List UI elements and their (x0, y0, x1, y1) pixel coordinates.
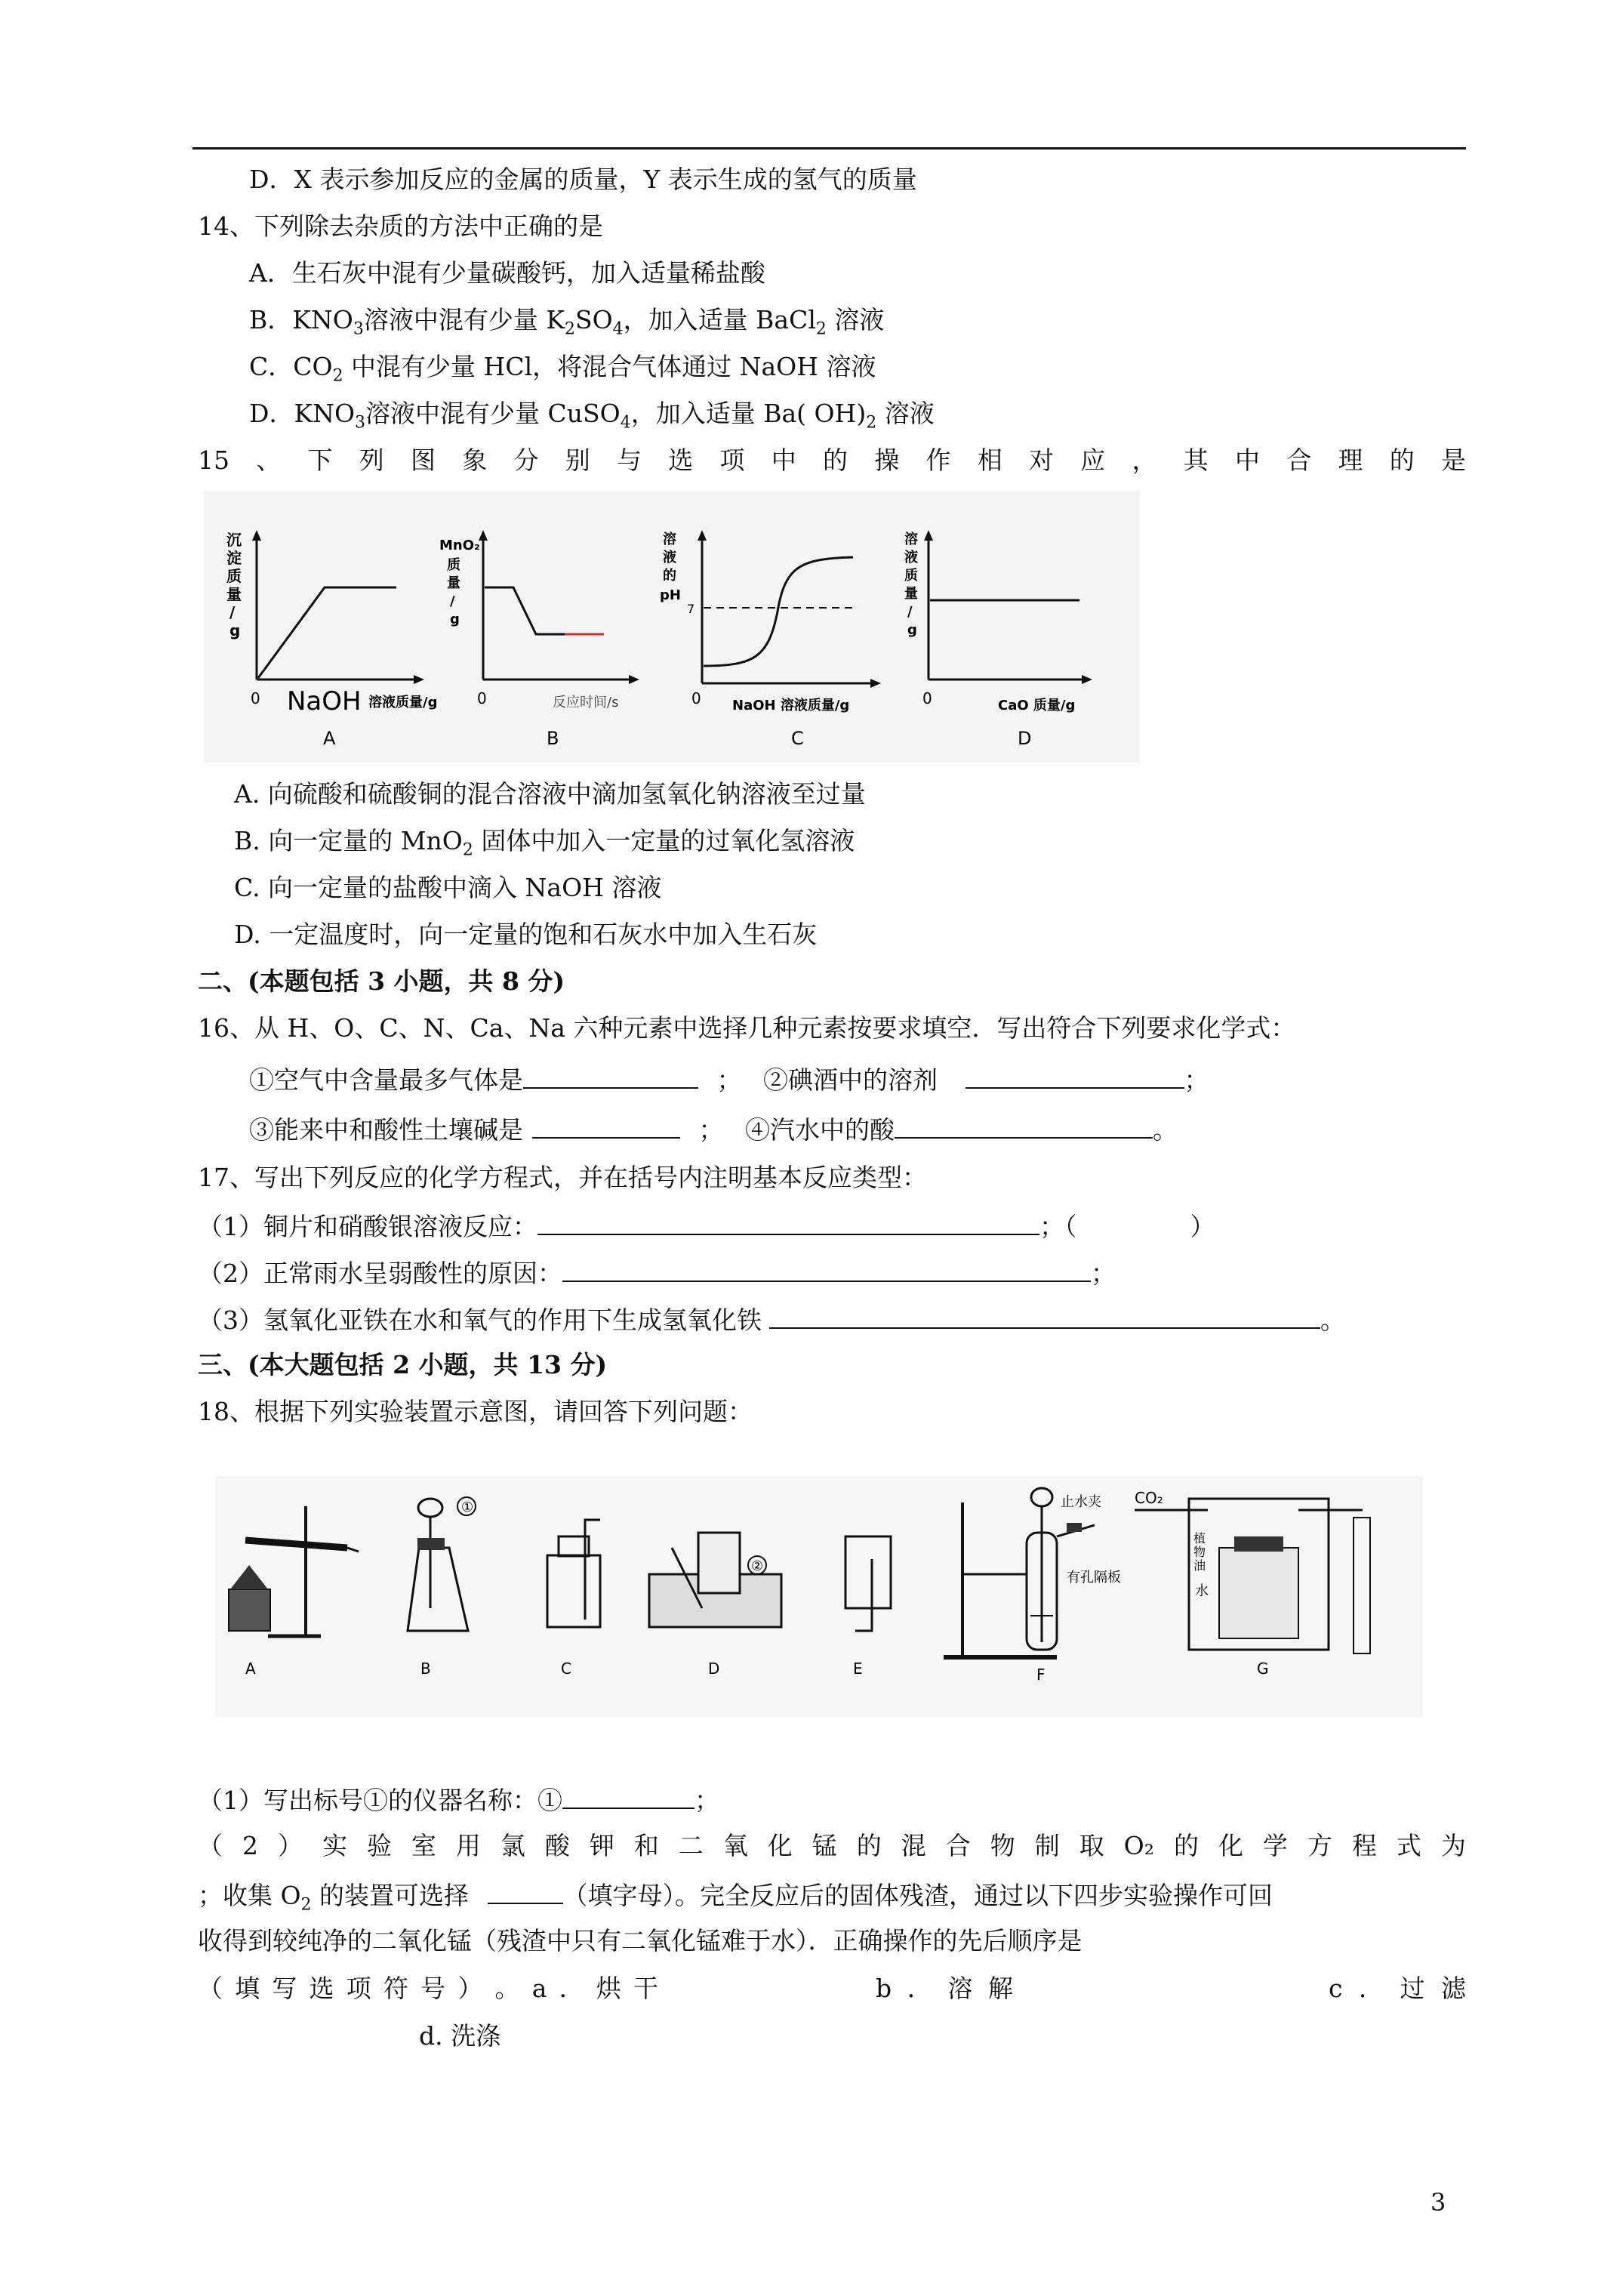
q16-row1: ①空气中含量最多气体是 ； ②碘酒中的溶剂 ； (249, 1062, 1209, 1097)
q17-blank-3[interactable] (769, 1302, 1320, 1329)
graph-d-origin: 0 (922, 689, 932, 707)
q16-blank-2[interactable] (965, 1062, 1184, 1089)
header-rule (192, 147, 1466, 149)
apparatus-mark-1: ① (461, 1499, 474, 1515)
q18-blank-1[interactable] (562, 1782, 694, 1809)
graph-a-origin: 0 (251, 689, 260, 707)
apparatus-d-label: D (708, 1660, 720, 1678)
graph-a-caption: A (323, 728, 336, 749)
apparatus-c-label: C (561, 1660, 571, 1678)
apparatus-g-water-label: 水 (1195, 1583, 1209, 1599)
q18-apparatus (215, 1476, 1423, 1718)
graph-b-xlabel: 反应时间/s (553, 695, 619, 710)
q14-option-c: C．$CO_2$ 中混有少量 HCl，将混合气体通过 NaOH 溶液 (249, 352, 876, 386)
section-3-heading: 三、(本大题包括 2 小题，共 13 分) (198, 1350, 608, 1379)
graph-b-origin: 0 (477, 689, 487, 707)
graph-c-xlabel: NaOH 溶液质量/g (732, 698, 850, 713)
q14-option-a: A．生石灰中混有少量碳酸钙，加入适量稀盐酸 (249, 258, 765, 288)
graph-d-xlabel: CaO 质量/g (998, 698, 1076, 713)
q17-part3: （3）氢氧化亚铁在水和氧气的作用下生成氢氧化铁 。 (198, 1302, 1345, 1337)
q17-part1: （1）铜片和硝酸银溶液反应： ；（ ） (198, 1208, 1215, 1244)
graph-a-ylabel: 沉 淀 质 量 / g (226, 531, 242, 639)
q13-option-d: D．X 表示参加反应的金属的质量，Y 表示生成的氢气的质量 (249, 165, 917, 194)
q17-blank-2[interactable] (562, 1255, 1091, 1282)
page-number: 3 (1431, 2188, 1446, 2217)
graph-b-caption: B (547, 728, 559, 749)
q15-option-c: C. 向一定量的盐酸中滴入 NaOH 溶液 (234, 873, 662, 902)
apparatus-a-label: A (245, 1660, 256, 1678)
q18-stem: 18、根据下列实验装置示意图，请回答下列问题： (198, 1397, 753, 1426)
q14-option-d: D．$KNO_3$溶液中混有少量 CuSO$_4$，加入适量 Ba( $OH)_2$ 溶液 (249, 399, 935, 433)
apparatus-g-label: G (1257, 1660, 1269, 1678)
q18-part2-line1: （ 2 ） 实 验 室 用 氯 酸 钾 和 二 氧 化 锰 的 混 合 物 制 取 O₂ 的 化 学 方 程 式 为 (198, 1831, 1466, 1860)
q15-graphs (204, 491, 1140, 763)
q18-part1: （1）写出标号①的仪器名称：① ； (198, 1782, 719, 1817)
graph-c-ylabel: 溶 液 的 pH (660, 532, 681, 603)
q14-option-b: B．$KNO_3$溶液中混有少量 $K_2SO_4$，加入适量 BaCl$_2$ 溶液 (249, 305, 885, 339)
graph-c-caption: C (791, 728, 804, 749)
graph-c-ph7-mark: 7 (687, 602, 695, 616)
q16-blank-4[interactable] (895, 1111, 1153, 1139)
graph-d-ylabel: 溶 液 质 量 / g (904, 532, 918, 638)
q15-option-a: A. 向硫酸和硫酸铜的混合溶液中滴加氢氧化钠溶液至过量 (234, 779, 866, 809)
q14-stem: 14、下列除去杂质的方法中正确的是 (198, 211, 603, 241)
graph-b-ylabel: MnO₂ 质 量 / g (439, 538, 480, 627)
graph-a-xlabel-naoh: NaOH (287, 686, 362, 717)
q16-row2: ③能来中和酸性土壤碱是 ； ④汽水中的酸 。 (249, 1111, 1178, 1147)
section-2-heading: 二、(本题包括 3 小题，共 8 分) (198, 966, 565, 996)
apparatus-f-label: F (1036, 1666, 1046, 1684)
q18-part2-line2: ；收集 $O_2$ 的装置可选择 （填字母）。完全反应后的固体残渣，通过以下四步实验操作可回 (198, 1877, 1273, 1922)
water-stop-clamp-icon (1067, 1523, 1082, 1532)
q18-blank-collect[interactable] (488, 1877, 563, 1904)
q18-part2-line4 (198, 1972, 1466, 2005)
graph-c-origin: 0 (691, 689, 701, 707)
q18-part2-line5: d. 洗涤 (419, 2021, 501, 2051)
apparatus-f-plate-label: 有孔隔板 (1067, 1570, 1121, 1586)
q16-stem: 16、从 H、O、C、N、Ca、Na 六种元素中选择几种元素按要求填空．写出符合下列要求化学式： (198, 1013, 1296, 1043)
apparatus-g-co2-label: CO₂ (1135, 1489, 1163, 1507)
q15-option-b: B. 向一定量的 MnO$_2$ 固体中加入一定量的过氧化氢溶液 (234, 826, 855, 860)
apparatus-mark-2: ② (751, 1558, 764, 1574)
apparatus-g-oil-label: 植 物 油 (1193, 1531, 1206, 1573)
q15-option-d: D. 一定温度时，向一定量的饱和石灰水中加入生石灰 (234, 920, 818, 949)
q17-stem: 17、写出下列反应的化学方程式，并在括号内注明基本反应类型： (198, 1163, 927, 1192)
q18-part2-line4-left: （ 填 写 选 项 符 号 ） 。 a ． 烘 干 (198, 1974, 658, 2003)
apparatus-b-label: B (420, 1660, 431, 1678)
q16-blank-1[interactable] (523, 1062, 698, 1089)
apparatus-f-clamp-label: 止水夹 (1061, 1494, 1101, 1510)
graph-d-caption: D (1018, 728, 1032, 749)
q17-blank-1[interactable] (537, 1208, 1039, 1235)
graph-a-xlabel: 溶液质量/g (368, 695, 438, 710)
q15-stem: 15 、 下 列 图 象 分 别 与 选 项 中 的 操 作 相 对 应 ， 其 中 合 理 的 是 (198, 445, 1466, 475)
q16-blank-3[interactable] (532, 1111, 680, 1139)
q18-part2-line3: 收得到较纯净的二氧化锰（残渣中只有二氧化锰难于水）．正确操作的先后顺序是 (198, 1926, 1083, 1955)
q18-option-c-filter: c ． 过 滤 (1329, 1974, 1466, 2003)
q18-option-b-dissolve: b ． 溶 解 (876, 1974, 1013, 2003)
apparatus-e-label: E (853, 1660, 863, 1678)
q17-part2: （2）正常雨水呈弱酸性的原因： ； (198, 1255, 1116, 1290)
